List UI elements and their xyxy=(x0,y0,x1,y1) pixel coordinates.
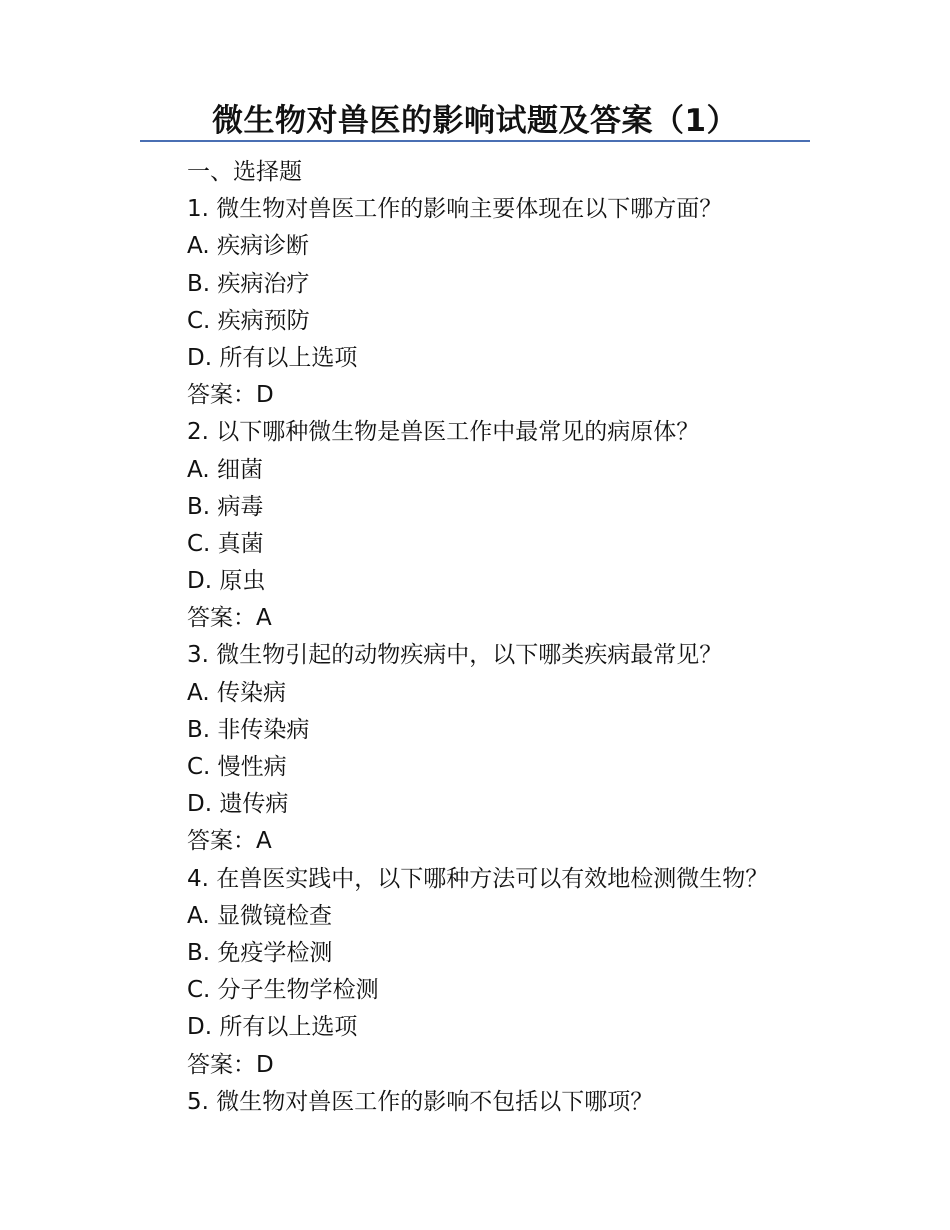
document-title: 微生物对兽医的影响试题及答案（1） xyxy=(211,103,739,139)
option-item: D. 所有以上选项 xyxy=(187,344,358,371)
option-item: B. 非传染病 xyxy=(187,716,310,743)
option-item: C. 慢性病 xyxy=(187,754,287,780)
answer-value: D xyxy=(256,1051,274,1078)
question-stem: 2. 以下哪种微生物是兽医工作中最常见的病原体？ xyxy=(187,419,700,446)
option-item: B. 疾病治疗 xyxy=(187,270,310,297)
answer-label: 答案： xyxy=(187,382,256,409)
answer-line xyxy=(187,1047,827,1084)
option-item: A. 细菌 xyxy=(187,456,263,483)
question-stem: 4. 在兽医实践中，以下哪种方法可以有效地检测微生物？ xyxy=(187,865,769,892)
answer-line xyxy=(187,823,827,860)
option-item: B. 免疫学检测 xyxy=(187,939,333,966)
option-item: C. 分子生物学检测 xyxy=(187,977,379,1004)
answer-label: 答案： xyxy=(187,1051,256,1078)
question-stem: 5. 微生物对兽医工作的影响不包括以下哪项？ xyxy=(187,1088,654,1115)
answer-value: A xyxy=(256,828,272,855)
question-list xyxy=(187,154,827,1121)
option-item: C. 真菌 xyxy=(187,530,264,557)
answer-value: A xyxy=(256,605,272,632)
option-item: D. 所有以上选项 xyxy=(187,1014,358,1041)
option-item: D. 遗传病 xyxy=(187,791,289,818)
answer-label: 答案： xyxy=(187,605,256,632)
answer-line xyxy=(187,377,827,414)
answer-label: 答案： xyxy=(187,828,256,855)
option-item: A. 传染病 xyxy=(187,679,286,706)
option-item: C. 疾病预防 xyxy=(187,307,310,334)
answer-line xyxy=(187,600,827,637)
option-item: B. 病毒 xyxy=(187,493,264,520)
option-item: A. 显微镜检查 xyxy=(187,902,332,929)
question-stem: 3. 微生物引起的动物疾病中，以下哪类疾病最常见？ xyxy=(187,642,723,669)
title-underline xyxy=(140,140,810,142)
section-heading: 一、选择题 xyxy=(187,159,302,185)
answer-value: D xyxy=(256,382,274,409)
option-item: A. 疾病诊断 xyxy=(187,233,309,260)
question-stem: 1. 微生物对兽医工作的影响主要体现在以下哪方面？ xyxy=(187,196,723,223)
option-item: D. 原虫 xyxy=(187,568,266,595)
